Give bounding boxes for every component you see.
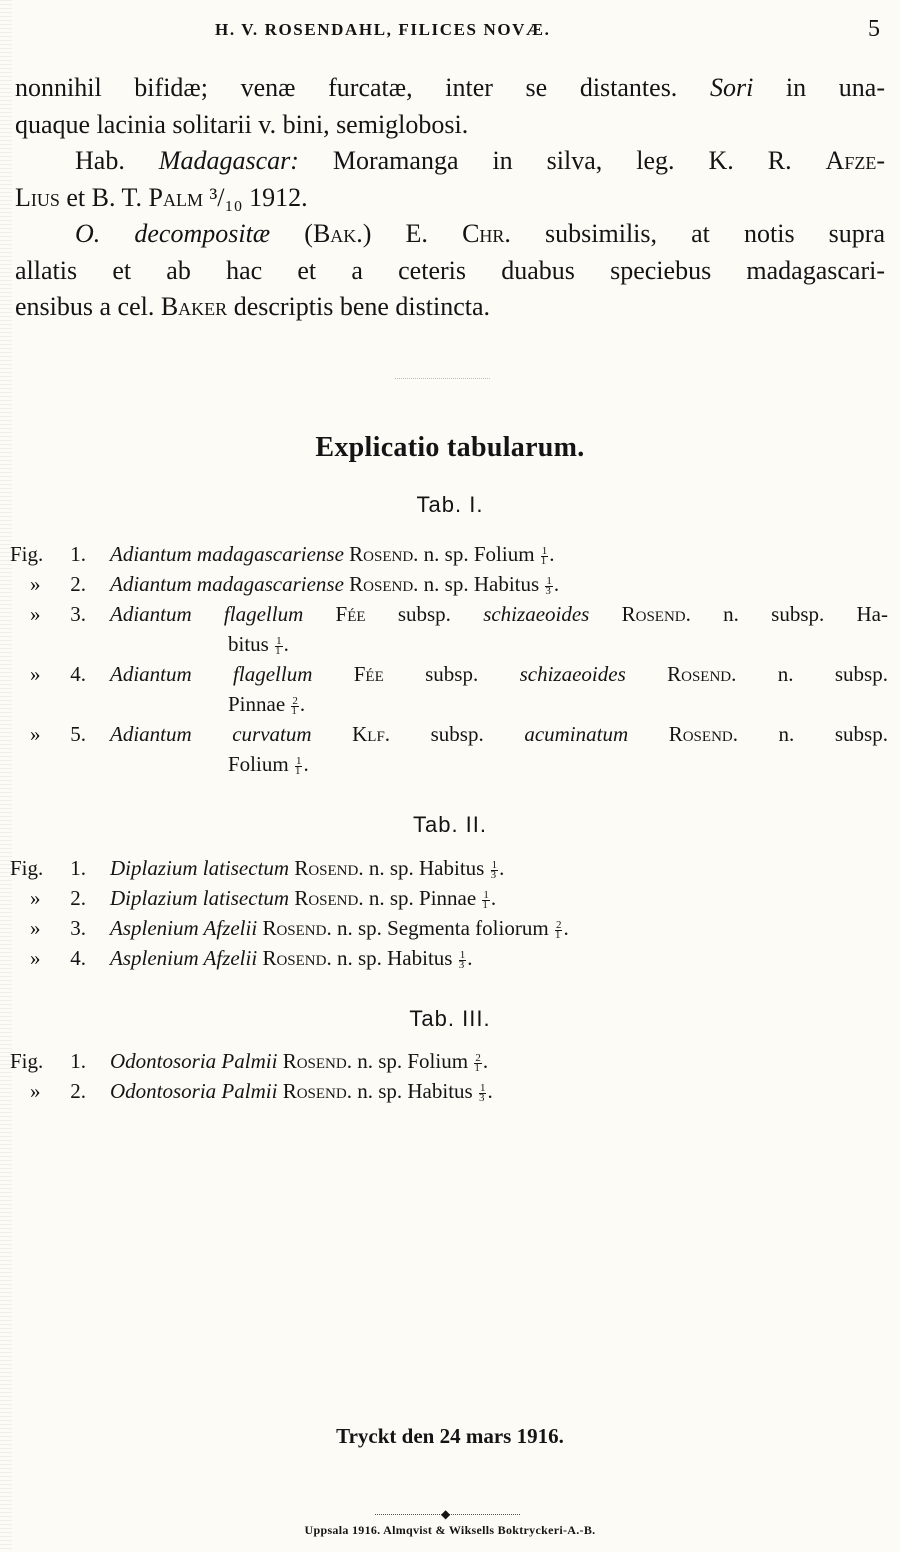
text: n. subsp. <box>737 722 888 746</box>
text: n. sp. Habitus <box>363 856 490 880</box>
text: . <box>553 572 560 596</box>
text: n. subsp. Ha- <box>690 602 888 626</box>
small-caps-text: Rosend. <box>262 916 332 940</box>
figure-number: 3. <box>70 602 86 626</box>
section-heading: Explicatio tabularum. <box>315 432 585 463</box>
figure-description <box>110 719 888 779</box>
figure-entry <box>0 599 900 659</box>
header-title: H. V. ROSENDAHL, FILICES NOVÆ. <box>215 20 551 39</box>
fraction-numerator: 1 <box>491 858 498 871</box>
figure-label: Fig. <box>10 542 44 566</box>
small-caps-text: Afze- <box>825 146 885 175</box>
figure-line <box>110 539 888 569</box>
running-header <box>0 16 900 46</box>
small-caps-text: Palm <box>148 182 203 212</box>
small-caps-text: Rosend. <box>294 856 364 880</box>
figure-description <box>110 659 888 719</box>
printed-date: Tryckt den 24 mars 1916. <box>336 1424 564 1448</box>
figure-entry <box>0 943 900 973</box>
text: Moramanga in silva, leg. K. R. <box>298 146 826 175</box>
text: n. sp. Habitus <box>351 1079 478 1103</box>
figure-description <box>110 853 888 883</box>
italic-text: O. decompositæ <box>75 219 271 248</box>
text: Hab. <box>75 146 159 175</box>
small-caps-text: Rosend. <box>282 1049 352 1073</box>
text: . <box>467 946 473 970</box>
figure-number: 1. <box>70 1049 86 1073</box>
small-caps-text: Klf. <box>352 722 391 746</box>
figure-label: » <box>30 572 41 596</box>
text: n. sp. Pinnae <box>363 886 482 910</box>
text: et B. T. <box>59 182 149 212</box>
italic-text: Asplenium Afzelii <box>110 916 258 940</box>
figure-entry <box>0 719 900 779</box>
fraction-numerator: 1 <box>541 544 548 557</box>
text-line <box>15 253 885 290</box>
text: ) E. <box>362 219 463 248</box>
figure-number: 4. <box>70 946 86 970</box>
body-text <box>15 70 885 326</box>
text: n. sp. Folium <box>418 542 540 566</box>
figure-line <box>110 1076 888 1106</box>
figure-line <box>110 569 888 599</box>
figure-entry <box>0 659 900 719</box>
text <box>303 602 335 626</box>
italic-text: acuminatum <box>524 722 629 746</box>
figure-line <box>110 599 888 629</box>
small-caps-text: Rosend. <box>621 602 691 626</box>
figure-label: » <box>30 662 41 686</box>
fraction-numerator: 2 <box>475 1051 481 1064</box>
fraction-denominator: 1 <box>540 554 547 567</box>
text: quaque lacinia solitarii v. bini, semiglobosi. <box>15 109 469 139</box>
text-line <box>15 107 885 144</box>
figure-description <box>110 913 888 943</box>
text: in una- <box>753 73 885 102</box>
text-line <box>15 143 885 180</box>
figure-entry <box>0 1076 900 1106</box>
fraction-denominator: 3 <box>490 868 497 881</box>
text-line <box>15 180 885 217</box>
table-title-2: Tab. II. <box>412 812 488 837</box>
fraction <box>545 574 553 597</box>
fraction <box>458 948 467 971</box>
figure-number: 5. <box>70 722 86 746</box>
figure-line <box>110 629 888 659</box>
small-caps-text: Rosend. <box>349 542 419 566</box>
fraction-denominator: 1 <box>482 898 488 911</box>
fraction-denominator: 3 <box>545 584 551 597</box>
fraction-denominator: 1 <box>275 644 281 657</box>
fraction <box>474 1051 482 1074</box>
text: subsimilis, at notis supra <box>510 219 885 248</box>
faint-divider <box>395 378 490 379</box>
figure-list-1 <box>0 539 900 779</box>
text: descriptis bene distincta. <box>227 292 491 321</box>
italic-text: Adiantum madagascariense <box>110 572 344 596</box>
figure-number: 1. <box>70 542 86 566</box>
italic-text: Odontosoria Palmii <box>110 1079 278 1103</box>
figure-line <box>110 749 888 779</box>
figure-description <box>110 1076 888 1106</box>
figure-number: 2. <box>70 1079 86 1103</box>
fraction-numerator: 1 <box>546 574 552 587</box>
text: . <box>549 542 555 566</box>
text: . <box>499 856 505 880</box>
small-caps-text: Chr. <box>462 219 511 248</box>
italic-text: schizaeoides <box>519 662 626 686</box>
text: ³/₁₀ 1912. <box>202 182 308 212</box>
italic-text: Odontosoria Palmii <box>110 1049 278 1073</box>
figure-description <box>110 883 888 913</box>
italic-text: Adiantum madagascariense <box>110 542 344 566</box>
fraction-denominator: 1 <box>291 704 297 717</box>
text: Pinnae <box>228 692 291 716</box>
figure-label: » <box>30 722 41 746</box>
table-title-1: Tab. I. <box>416 492 484 517</box>
text: n. sp. Folium <box>351 1049 474 1073</box>
figure-label: » <box>30 946 41 970</box>
fraction-denominator: 1 <box>474 1061 480 1074</box>
fraction-numerator: 1 <box>295 754 302 767</box>
figure-line <box>110 659 888 689</box>
text: n. subsp. <box>736 662 888 686</box>
text: subsp. <box>390 722 525 746</box>
figure-label: » <box>30 886 41 910</box>
figure-line <box>110 883 888 913</box>
figure-entry <box>0 569 900 599</box>
italic-text: Madagascar: <box>158 146 299 175</box>
figure-entry <box>0 539 900 569</box>
text: Folium <box>228 752 294 776</box>
fraction-numerator: 2 <box>555 918 562 931</box>
figure-description <box>110 599 888 659</box>
fraction <box>478 1081 487 1104</box>
figure-line <box>110 943 888 973</box>
italic-text: Diplazium latisectum <box>110 886 290 910</box>
small-caps-text: Rosend. <box>282 1079 352 1103</box>
text: n. sp. Habitus <box>331 946 458 970</box>
fraction-denominator: 3 <box>478 1091 485 1104</box>
figure-number: 1. <box>70 856 86 880</box>
italic-text: Sori <box>709 73 754 102</box>
text <box>312 662 353 686</box>
italic-text: Adiantum flagellum <box>110 602 304 626</box>
small-caps-text: Rosend. <box>668 722 738 746</box>
fraction <box>275 634 283 657</box>
figure-line <box>110 689 888 719</box>
text: ( <box>270 219 313 248</box>
italic-text: Adiantum flagellum <box>110 662 313 686</box>
figure-list-2 <box>0 853 900 973</box>
text: . <box>563 916 569 940</box>
figure-list-3 <box>0 1046 900 1106</box>
small-caps-text: Rosend. <box>349 572 419 596</box>
fraction <box>482 888 490 911</box>
fraction-denominator: 3 <box>458 958 465 971</box>
figure-label: » <box>30 916 41 940</box>
italic-text: Adiantum curvatum <box>110 722 312 746</box>
fraction-numerator: 1 <box>276 634 282 647</box>
figure-entry <box>0 913 900 943</box>
figure-number: 2. <box>70 572 86 596</box>
figure-label: Fig. <box>10 1049 44 1073</box>
text: . <box>487 1079 493 1103</box>
text: . <box>303 752 309 776</box>
figure-description <box>110 1046 888 1076</box>
text: . <box>283 632 289 656</box>
small-caps-text: Rosend. <box>294 886 364 910</box>
text: bitus <box>228 632 275 656</box>
text: . <box>482 1049 489 1073</box>
fraction <box>291 694 299 717</box>
text: allatis et ab hac et a ceteris duabus speciebus madagascari- <box>15 255 885 285</box>
figure-entry <box>0 853 900 883</box>
text: n. sp. Segmenta foliorum <box>331 916 554 940</box>
text-line <box>15 289 885 326</box>
fraction <box>490 858 499 881</box>
figure-description <box>110 943 888 973</box>
small-caps-text: Fée <box>353 662 384 686</box>
fraction-numerator: 2 <box>292 694 298 707</box>
fraction <box>294 754 303 777</box>
small-caps-text: Lius <box>15 182 60 212</box>
figure-label: » <box>30 602 41 626</box>
fraction <box>540 544 549 567</box>
text: . <box>299 692 306 716</box>
figure-number: 4. <box>70 662 86 686</box>
text <box>628 722 669 746</box>
text: subsp. <box>383 662 520 686</box>
fraction-numerator: 1 <box>459 948 466 961</box>
text: subsp. <box>365 602 484 626</box>
italic-text: Asplenium Afzelii <box>110 946 258 970</box>
figure-number: 3. <box>70 916 86 940</box>
text: . <box>490 886 497 910</box>
small-caps-text: Baker <box>160 292 228 321</box>
figure-description <box>110 539 888 569</box>
italic-text: schizaeoides <box>483 602 590 626</box>
small-caps-text: Bak. <box>312 219 363 248</box>
small-caps-text: Rosend. <box>262 946 332 970</box>
text: ensibus a cel. <box>15 292 161 321</box>
text <box>312 722 353 746</box>
table-title-3: Tab. III. <box>409 1006 491 1031</box>
figure-line <box>110 853 888 883</box>
figure-line <box>110 719 888 749</box>
figure-line <box>110 1046 888 1076</box>
figure-number: 2. <box>70 886 86 910</box>
figure-line <box>110 913 888 943</box>
fraction <box>554 918 563 941</box>
text: nonnihil bifidæ; venæ furcatæ, inter se distantes. <box>15 73 710 102</box>
text <box>626 662 667 686</box>
printer-imprint: Uppsala 1916. Almqvist & Wiksells Boktryckeri-A.-B. <box>304 1523 596 1537</box>
small-caps-text: Fée <box>335 602 366 626</box>
text: n. sp. Habitus <box>418 572 545 596</box>
fraction-denominator: 1 <box>554 928 561 941</box>
fraction-denominator: 1 <box>294 764 301 777</box>
text <box>589 602 621 626</box>
figure-description <box>110 569 888 599</box>
fraction-numerator: 1 <box>479 1081 486 1094</box>
small-caps-text: Rosend. <box>667 662 737 686</box>
figure-entry <box>0 1046 900 1076</box>
figure-entry <box>0 883 900 913</box>
text-line <box>15 70 885 107</box>
diamond-ornament-icon: ◆ <box>441 1507 451 1521</box>
page-number: 5 <box>868 16 880 42</box>
figure-label: Fig. <box>10 856 44 880</box>
figure-label: » <box>30 1079 41 1103</box>
italic-text: Diplazium latisectum <box>110 856 290 880</box>
fraction-numerator: 1 <box>483 888 489 901</box>
text-line <box>15 216 885 253</box>
